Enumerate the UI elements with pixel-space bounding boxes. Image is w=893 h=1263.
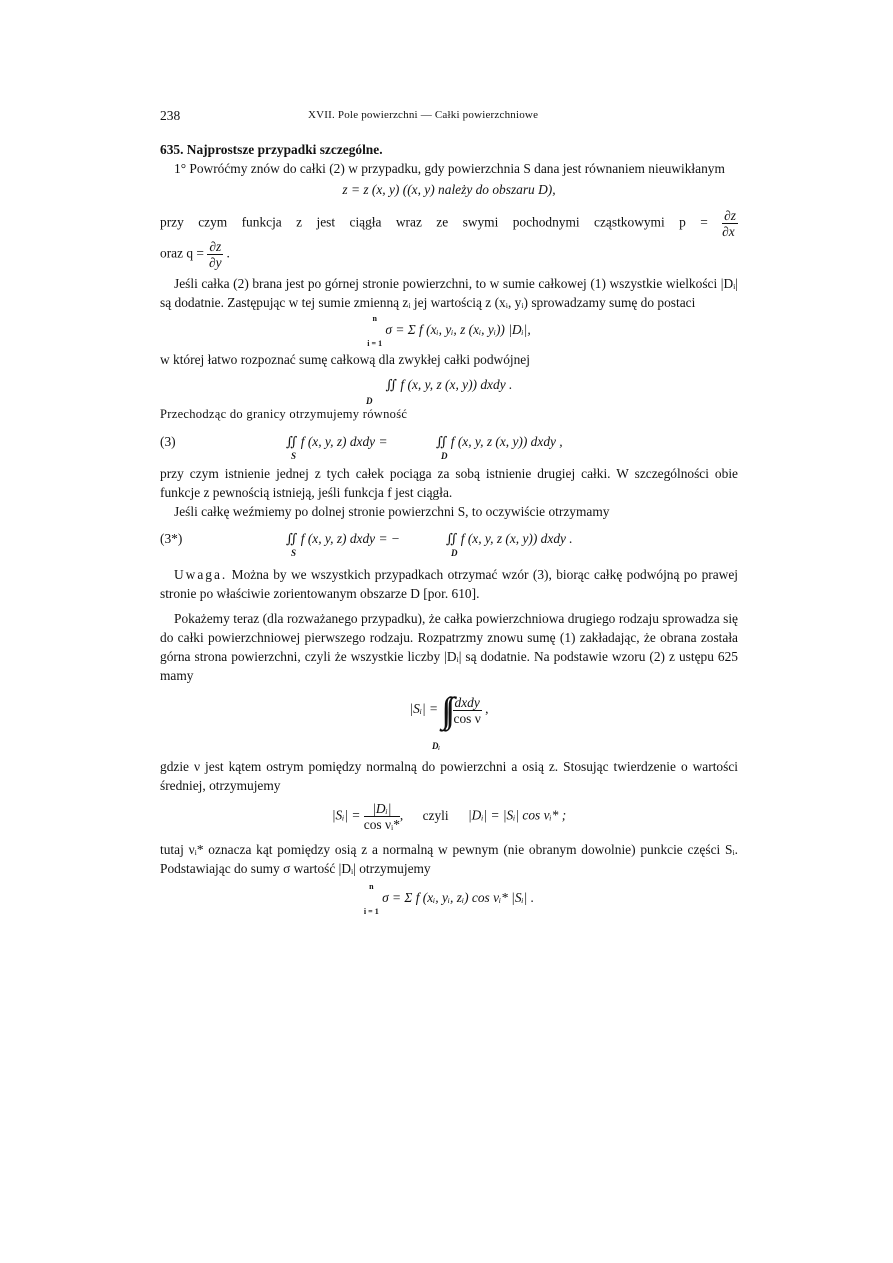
equation-surface: [160, 180, 738, 202]
fraction-q: [207, 239, 223, 270]
section-title: Najprostsze przypadki szczególne.: [186, 142, 383, 157]
paragraph-6: przy czym istnienie jednej z tych całek pociąga za sobą istnienie drugiej całki. W szczególności obie funkcje z pewnością istnieją, jeśli funkcja f jest ciągła.: [160, 466, 738, 500]
integration-domain-Di: Dᵢ: [432, 741, 441, 751]
sum-upper-limit: n: [372, 314, 377, 323]
equation-sigma-1-text: σ = Σ f (xᵢ, yᵢ, z (xᵢ, yᵢ)) |Dᵢ|,: [385, 322, 531, 338]
fraction-dxdy-cos: [453, 695, 482, 726]
paragraph-1: 1° Powróćmy znów do całki (2) w przypadku, gdy powierzchnia S dana jest równaniem nieuwikłanym: [174, 161, 725, 176]
paragraph-9: Pokażemy teraz (dla rozważanego przypadku), że całka powierzchniowa drugiego rodzaju sprowadza się do całki powierzchniowej pierwszego rodzaju. Rozpatrzmy znowu sumę (1) zakładając, że obrana została górna strona powierzchni, czyli że wszystkie liczby |Dᵢ| są dodatnie. Na podstawie wzoru (2) z ustępu 625 mamy: [160, 611, 738, 683]
equation-double-integral: [160, 375, 738, 405]
equation-Si: |Sᵢ| = ∫∫ $\frac{\text{dxdy}}{\text{cos ν}}$ , Dᵢ: [160, 691, 738, 757]
equation-3-lhs: ∬ f (x, y, z) dxdy =: [286, 434, 388, 449]
sigma-symbol-icon: [367, 323, 382, 339]
fraction-p-numerator: ∂z: [724, 208, 736, 223]
equation-3-star-rhs: ∬ f (x, y, z (x, y)) dxdy .: [446, 531, 573, 546]
paragraph-2b: oraz q = $\frac{\partial z}{\partial y}$ .: [160, 239, 230, 270]
integration-domain-D-eq3: D: [441, 451, 448, 461]
equation-mean-value: |Sᵢ| = $\frac{\text{|Dᵢ|}}{\text{cos νᵢ*}}$ , czyli |Dᵢ| = |Sᵢ| cos νᵢ* ;: [331, 801, 567, 832]
equation-surface-text: z = z (x, y) ((x, y) należy do obszaru D),: [342, 182, 556, 197]
paragraph-4: w której łatwo rozpoznać sumę całkową dla zwykłej całki podwójnej: [160, 352, 530, 367]
equation-3: [160, 432, 738, 464]
paragraph-7: Jeśli całkę weźmiemy po dolnej stronie powierzchni S, to oczywiście otrzymamy: [174, 504, 610, 519]
page-number: 238: [160, 108, 181, 123]
fraction-dxdy: dxdy: [454, 694, 480, 710]
equation-mean-value-rhs: |Dᵢ| = |Sᵢ| cos νᵢ* ;: [467, 807, 567, 823]
integration-surface-S: S: [291, 451, 297, 461]
equation-sigma-1: [160, 314, 738, 348]
sum-lower-limit-2: i = 1: [363, 907, 379, 916]
fraction-cos-nu-star: cos νᵢ*: [363, 817, 400, 832]
fraction-Di: |Dᵢ|: [364, 801, 400, 817]
section-heading: [160, 140, 738, 159]
equation-Si-lhs: |Sᵢ| =: [409, 701, 439, 717]
paragraph-3: Jeśli całka (2) brana jest po górnej stronie powierzchni, to w sumie całkowej (1) wszystkie wielkości |Dᵢ| są dodatnie. Zastępując w tej sumie zmienną zᵢ jej wartością z (xᵢ, yᵢ) sprowadzamy sumę do postaci: [160, 276, 738, 310]
equation-sigma-2-text: σ = Σ f (xᵢ, yᵢ, zᵢ) cos νᵢ* |Sᵢ| .: [382, 890, 535, 906]
integration-domain-D-3star: D: [451, 548, 458, 558]
paragraph-2: [160, 208, 738, 239]
paragraph-10: gdzie ν jest kątem ostrym pomiędzy normalną do powierzchni a osią z. Stosując twierdzenie o wartości średniej, otrzymujemy: [160, 759, 738, 793]
paragraph-2-text: przy czym funkcja z jest ciągła wraz ze swymi pochodnymi cząstkowymi p =: [160, 214, 708, 230]
sum-limits-1: [367, 314, 382, 348]
remark-label: Uwaga.: [174, 567, 228, 582]
section-number: 635.: [160, 142, 184, 157]
sum-lower-limit: i = 1: [367, 339, 383, 348]
equation-3-star-lhs: ∬ f (x, y, z) dxdy = −: [286, 531, 400, 546]
fraction-Di-cos: [364, 801, 400, 832]
paragraph-11: tutaj νᵢ* oznacza kąt pomiędzy osią z a normalną w pewnym (nie obranym dowolnie) punkcie części Sᵢ. Podstawiając do sumy σ wartość |Dᵢ| otrzymujemy: [160, 842, 738, 876]
equation-mean-value-lhs: |Sᵢ| =: [331, 807, 361, 823]
book-page: [160, 106, 738, 916]
fraction-q-denominator: ∂y: [208, 255, 222, 270]
double-integral-icon: ∫∫: [441, 690, 450, 730]
running-title: XVII. Pole powierzchni — Całki powierzchniowe: [308, 109, 539, 121]
integration-domain-D: D: [366, 396, 373, 406]
page-header: [160, 106, 738, 126]
integration-surface-S-3star: S: [291, 548, 297, 558]
sum-upper-limit-2: n: [369, 882, 374, 891]
sigma-symbol-icon-2: [364, 891, 379, 907]
equation-sigma-2: [160, 882, 738, 916]
sum-limits-2: [364, 882, 379, 916]
fraction-q-numerator: ∂z: [209, 239, 222, 254]
equation-3-rhs: ∬ f (x, y, z (x, y)) dxdy ,: [436, 434, 563, 449]
equation-3-star: [160, 529, 738, 565]
equation-label-3: (3): [160, 434, 176, 449]
equation-double-integral-text: ∬ f (x, y, z (x, y)) dxdy .: [385, 377, 513, 392]
fraction-p: [722, 208, 738, 239]
fraction-cos-nu: cos ν: [453, 710, 481, 726]
paragraph-5: Przechodząc do granicy otrzymujemy równość: [160, 407, 408, 421]
equation-mean-value-word: czyli: [422, 807, 449, 823]
equation-label-3-star: (3*): [160, 531, 183, 546]
paragraph-8-text: Można by we wszystkich przypadkach otrzymać wzór (3), biorąc całkę podwójną po prawej stronie po właściwie zorientowanym obszarze D [por. 610].: [160, 567, 738, 601]
paragraph-8: [160, 565, 738, 603]
paragraph-2b-text: oraz q =: [160, 245, 204, 261]
fraction-p-denominator: ∂x: [722, 224, 735, 239]
